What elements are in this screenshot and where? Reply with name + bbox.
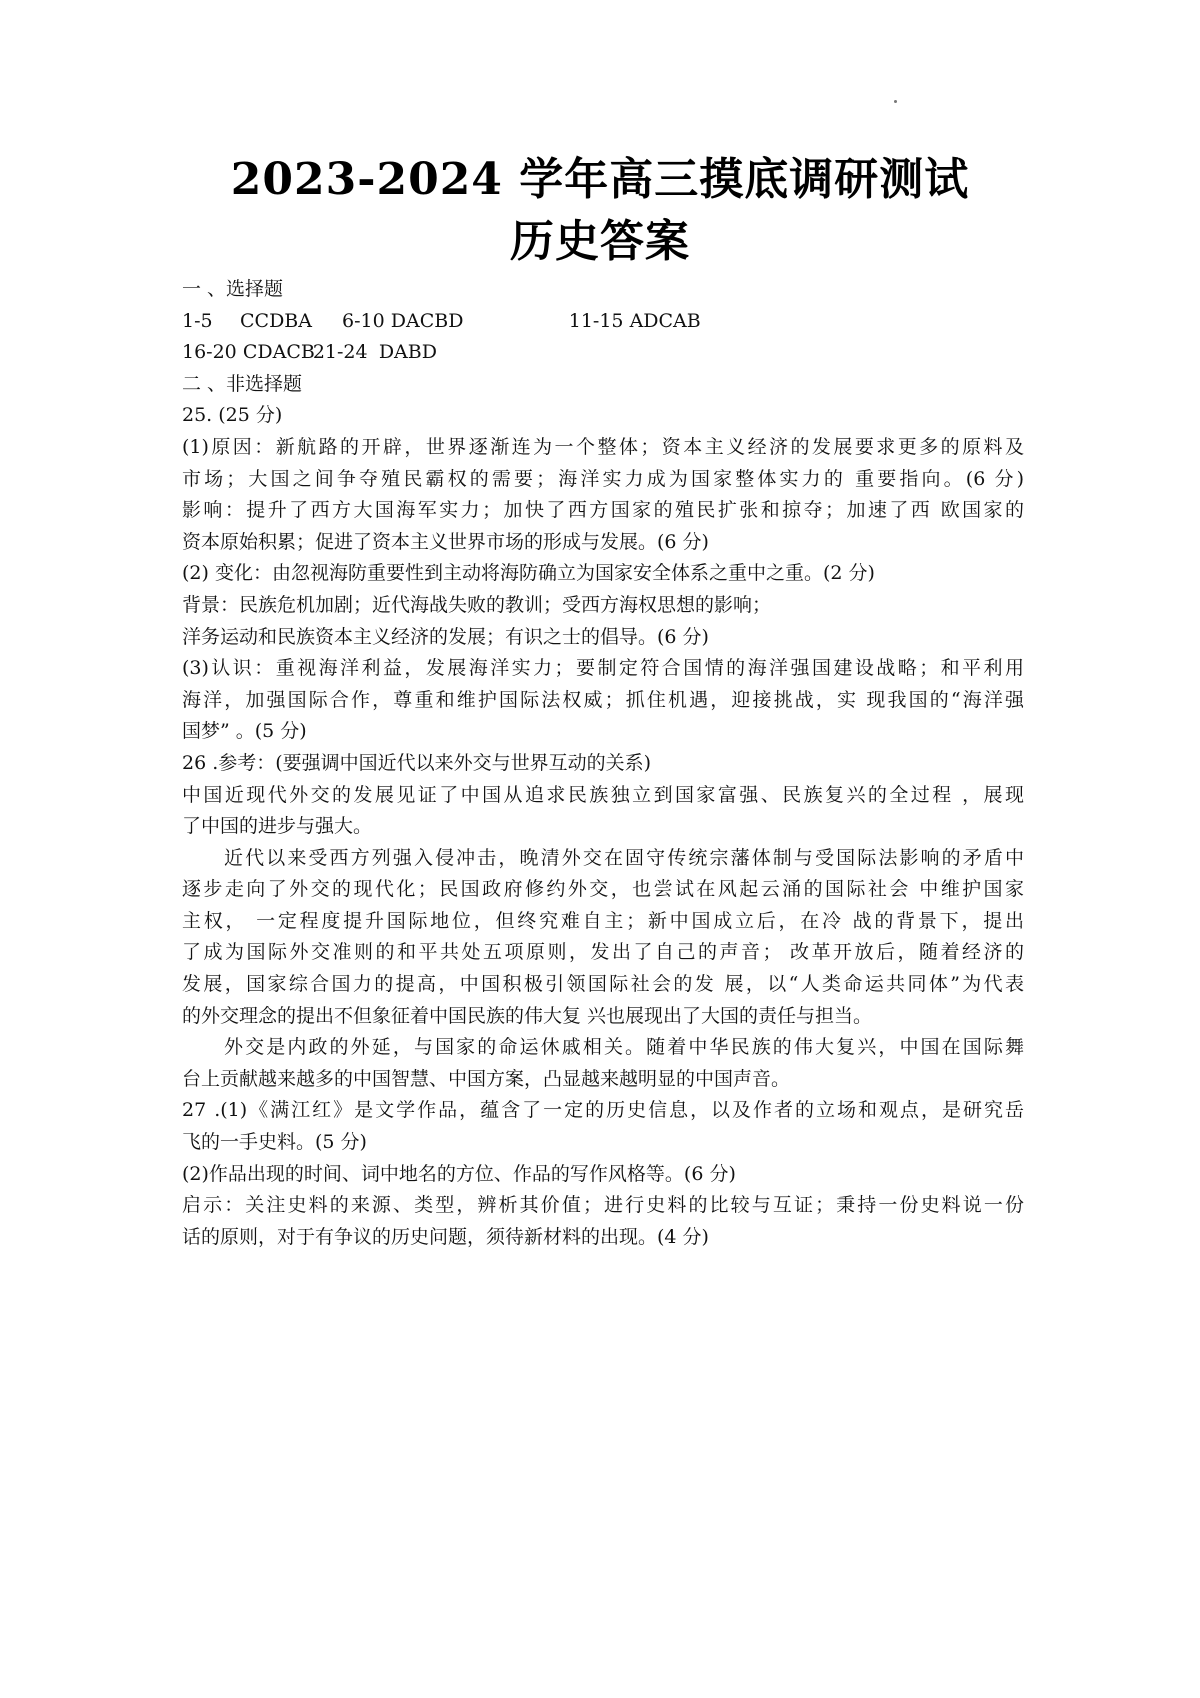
answer-line: 近代以来受西方列强入侵冲击，晚清外交在固守传统宗藩体制与受国际法影响的矛盾中 [224, 846, 1024, 869]
answer-line: 了成为国际外交准则的和平共处五项原则，发出了自己的声音； 改革开放后，随着经济的 [182, 941, 1024, 964]
answer-line: 市场；大国之间争夺殖民霸权的需要；海洋实力成为国家整体实力的 重要指向。(6 分) [182, 467, 1024, 490]
choice-answers: ADCAB [629, 309, 701, 332]
document-title: 2023-2024 学年高三摸底调研测试 [230, 154, 970, 205]
choice-range: 6-10 [342, 309, 385, 332]
answer-line: 的外交理念的提出不但象征着中国民族的伟大复 兴也展现出了大国的责任与担当。 [182, 1004, 873, 1027]
choice-range: 21-24 [312, 341, 368, 364]
answer-line: 海洋，加强国际合作，尊重和维护国际法权威；抓住机遇，迎接挑战，实 现我国的“海洋强 [182, 688, 1024, 711]
answer-line: 发展，国家综合国力的提高，中国积极引领国际社会的发 展，以“人类命运共同体”为代表 [182, 973, 1024, 996]
choice-answers: DACBD [390, 309, 464, 332]
answer-line: (1)原因：新航路的开辟，世界逐渐连为一个整体；资本主义经济的发展要求更多的原料及 [182, 435, 1024, 458]
answer-line: 外交是内政的外延，与国家的命运休戚相关。随着中华民族的伟大复兴，中国在国际舞 [224, 1036, 1024, 1059]
document-subtitle: 历史答案 [510, 216, 690, 267]
answer-line: (3)认识：重视海洋利益，发展海洋实力；要制定符合国情的海洋强国建设战略；和平利用 [182, 657, 1024, 680]
answer-line: 启示：关注史料的来源、类型，辨析其价值；进行史料的比较与互证；秉持一份史料说一份 [182, 1194, 1024, 1217]
answer-line: (2)作品出现的时间、词中地名的方位、作品的写作风格等。(6 分) [182, 1162, 736, 1185]
answer-line: 影响：提升了西方大国海军实力；加快了西方国家的殖民扩张和掠夺；加速了西 欧国家的 [182, 499, 1024, 522]
answer-line: (2) 变化：由忽视海防重要性到主动将海防确立为国家安全体系之重中之重。(2 分) [182, 562, 875, 585]
answer-line: 话的原则，对于有争议的历史问题，须待新材料的出现。(4 分) [182, 1225, 709, 1248]
answer-line: 资本原始积累；促进了资本主义世界市场的形成与发展。(6 分) [182, 530, 709, 553]
answer-line: 主权， 一定程度提升国际地位，但终究难自主；新中国成立后，在冷 战的背景下，提出 [182, 909, 1024, 932]
choice-answers: DABD [378, 341, 437, 364]
speck-mark [894, 100, 897, 103]
question-25-heading: 25. (25 分) [182, 404, 283, 427]
answer-line: 飞的一手史料。(5 分) [182, 1131, 367, 1154]
choice-answers-row-1 [182, 306, 1024, 338]
choice-answers: CCDBA [240, 309, 312, 332]
answer-body [182, 274, 1024, 1253]
answer-line: 了中国的进步与强大。 [182, 815, 373, 838]
answer-line: 背景：民族危机加剧；近代海战失败的教训；受西方海权思想的影响； [182, 593, 772, 616]
choice-answers: CDACB [242, 341, 315, 364]
choice-range: 11-15 [568, 309, 624, 332]
answer-line: 中国近现代外交的发展见证了中国从追求民族独立到国家富强、民族复兴的全过程 ，展现 [182, 783, 1024, 806]
answer-line: 国梦” 。(5 分) [182, 720, 307, 743]
answer-line: 台上贡献越来越多的中国智慧、中国方案，凸显越来越明显的中国声音。 [182, 1067, 791, 1090]
choice-answers-row-2 [182, 337, 1024, 369]
question-26-heading: 26 .参考：(要强调中国近代以来外交与世界互动的关系) [182, 751, 652, 774]
choice-range: 16-20 [182, 341, 237, 364]
answer-line: 逐步走向了外交的现代化；民国政府修约外交，也尝试在风起云涌的国际社会 中维护国家 [182, 878, 1024, 901]
choice-range: 1-5 [182, 309, 213, 332]
answer-line: 洋务运动和民族资本主义经济的发展；有识之士的倡导。(6 分) [182, 625, 709, 648]
section-heading-subjective: 二 、非选择题 [182, 372, 303, 395]
question-27-heading: 27 .(1)《满江红》是文学作品，蕴含了一定的历史信息，以及作者的立场和观点，是研究岳 [182, 1099, 1024, 1122]
section-heading-objective: 一 、选择题 [182, 278, 284, 300]
